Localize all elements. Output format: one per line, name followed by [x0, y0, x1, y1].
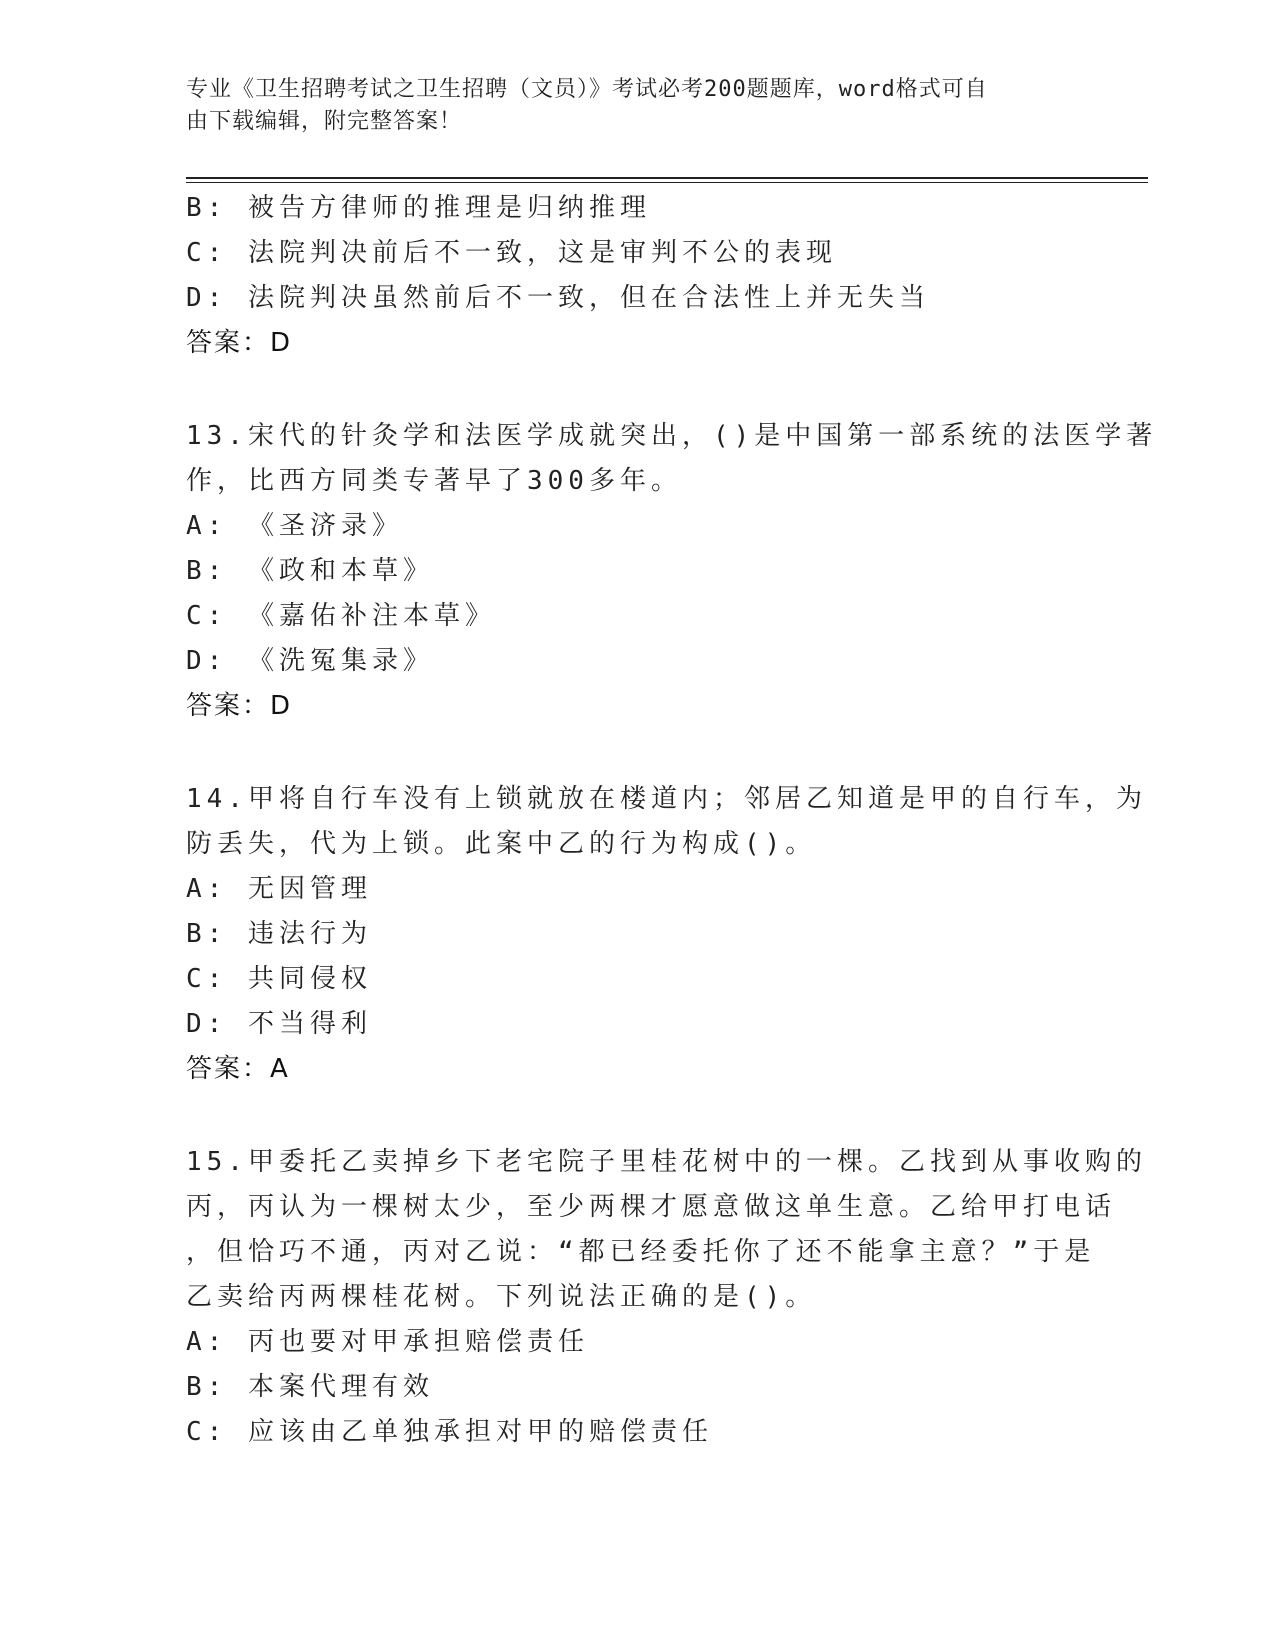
option-c: C: 应该由乙单独承担对甲的赔偿责任: [186, 1417, 713, 1447]
spacer: [186, 729, 1066, 777]
header-line-2: 由下载编辑，附完整答案！: [186, 109, 463, 134]
option-c: C: 共同侵权: [186, 964, 372, 994]
spacer: [186, 1092, 1066, 1140]
option-d: D: 《洗冤集录》: [186, 646, 434, 676]
question-text-line-3: ，但恰巧不通，丙对乙说：“都已经委托你了还不能拿主意？”于是: [186, 1237, 1096, 1267]
header-divider-thick: [186, 177, 1148, 179]
option-b: B: 本案代理有效: [186, 1372, 434, 1402]
option-b: B: 《政和本草》: [186, 556, 434, 586]
answer-line: 答案：D: [186, 328, 293, 358]
question-text-line-2: 作，比西方同类专著早了300多年。: [186, 466, 682, 496]
question-text-line-2: 防丢失，代为上锁。此案中乙的行为构成()。: [186, 829, 817, 859]
answer-line: 答案：A: [186, 1054, 290, 1084]
question-text-line-2: 丙，丙认为一棵树太少，至少两棵才愿意做这单生意。乙给甲打电话: [186, 1192, 1117, 1222]
option-a: A: 《圣济录》: [186, 511, 403, 541]
question-text-line-4: 乙卖给丙两棵桂花树。下列说法正确的是()。: [186, 1282, 817, 1312]
question-14: [186, 777, 1147, 1092]
spacer: [186, 366, 1066, 414]
option-d: D: 法院判决虽然前后不一致，但在合法性上并无失当: [186, 283, 930, 313]
question-text-line-1: 13.宋代的针灸学和法医学成就突出，()是中国第一部系统的法医学著: [186, 421, 1158, 451]
question-text-line-1: 15.甲委托乙卖掉乡下老宅院子里桂花树中的一棵。乙找到从事收购的: [186, 1147, 1147, 1177]
option-a: A: 丙也要对甲承担赔偿责任: [186, 1327, 589, 1357]
option-d: D: 不当得利: [186, 1009, 372, 1039]
option-c: C: 《嘉佑补注本草》: [186, 601, 496, 631]
option-b: B: 违法行为: [186, 919, 372, 949]
document-header: [186, 74, 1066, 138]
question-list: [186, 186, 1158, 1455]
question-15: [186, 1140, 1147, 1455]
answer-line: 答案：D: [186, 691, 293, 721]
question-13: [186, 414, 1158, 729]
option-a: A: 无因管理: [186, 874, 372, 904]
header-line-1: 专业《卫生招聘考试之卫生招聘（文员）》考试必考200题题库，word格式可自: [186, 77, 988, 102]
header-divider-thin: [186, 182, 1148, 183]
option-c: C: 法院判决前后不一致，这是审判不公的表现: [186, 238, 837, 268]
question-text-line-1: 14.甲将自行车没有上锁就放在楼道内；邻居乙知道是甲的自行车，为: [186, 784, 1147, 814]
question-12-continued: [186, 186, 1066, 366]
option-b: B: 被告方律师的推理是归纳推理: [186, 193, 651, 223]
